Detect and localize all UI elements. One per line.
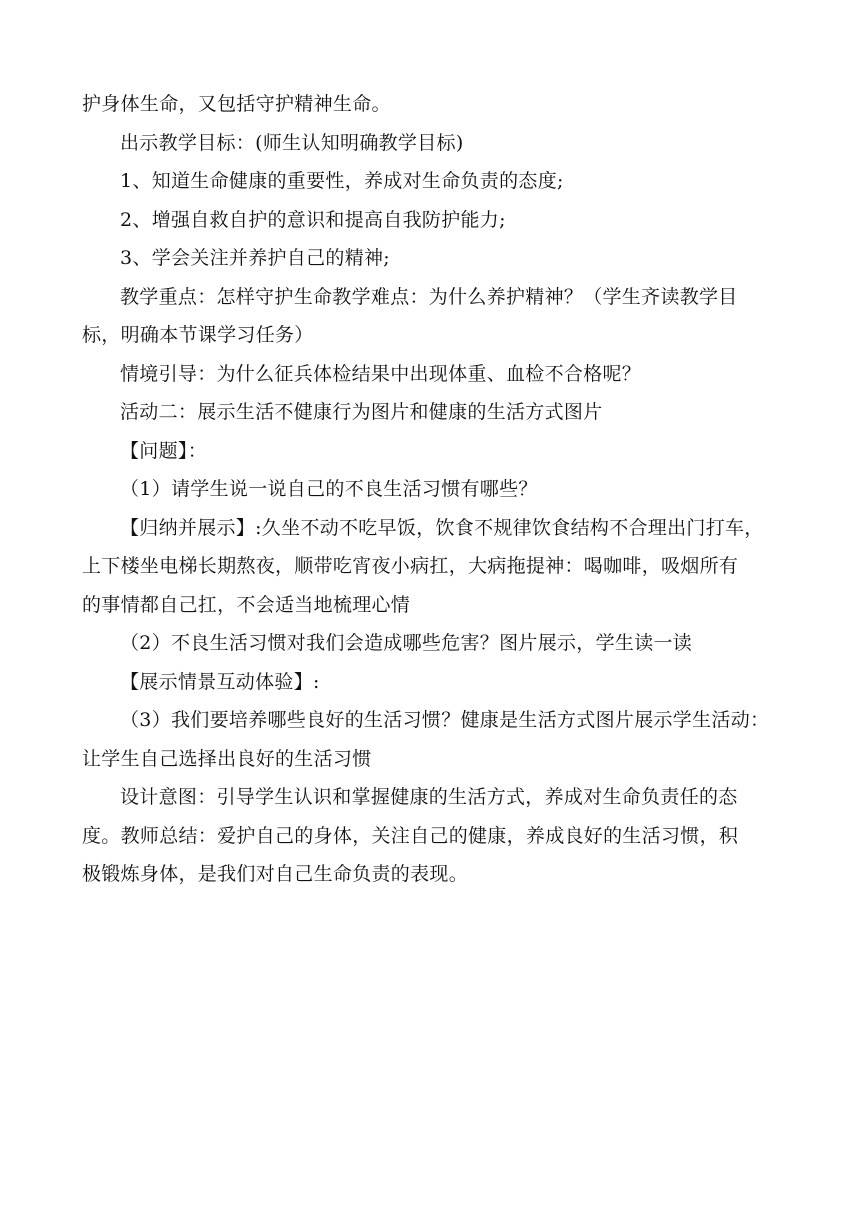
paragraph-teaching-goals-heading [82, 124, 792, 163]
text-line: 1、知道生命健康的重要性，养成对生命负责的态度; [120, 170, 564, 192]
text-line: （3）我们要培养哪些良好的生活习惯？健康是生活方式图片展示学生活动： [120, 709, 770, 731]
text-line: （1）请学生说一说自己的不良生活习惯有哪些？ [120, 478, 538, 500]
paragraph-activity-two [82, 393, 792, 432]
text-line: 极锻炼身体，是我们对自己生命负责的表现。 [82, 863, 469, 885]
paragraph-key-points [82, 278, 792, 355]
paragraph-summary-display [82, 509, 792, 625]
text-line: 【展示情景互动体验】: [120, 670, 320, 693]
text-line: 度。教师总结：爱护自己的身体，关注自己的健康，养成良好的生活习惯，积 [82, 824, 739, 847]
paragraph-continuation [82, 85, 792, 124]
paragraph-design-intent [82, 778, 792, 894]
document-body [82, 85, 792, 894]
text-line: 3、学会关注并养护自己的精神; [120, 247, 390, 269]
paragraph-question-1 [82, 470, 792, 509]
text-line: 教学重点：怎样守护生命教学难点：为什么养护精神？（学生齐读教学目 [120, 285, 738, 308]
text-line: 2、增强自救自护的意识和提高自我防护能力; [120, 208, 506, 231]
text-line: 标，明确本节课学习任务） [82, 324, 314, 346]
text-line: 让学生自己选择出良好的生活习惯 [82, 747, 372, 770]
paragraph-goal-2 [82, 201, 792, 240]
text-line: 出示教学目标：(师生认知明确教学目标) [120, 131, 464, 154]
text-line: 【问题】： [120, 439, 208, 462]
text-line: 护身体生命，又包括守护精神生命。 [82, 93, 391, 115]
text-line: 上下楼坐电梯长期熬夜，顺带吃宵夜小病扛，大病拖提神：喝咖啡，吸烟所有 [82, 555, 739, 577]
text-line: 情境引导：为什么征兵体检结果中出现体重、血检不合格呢？ [120, 362, 642, 385]
text-line: 设计意图：引导学生认识和掌握健康的生活方式，养成对生命负责任的态 [120, 786, 738, 808]
text-line: 【归纳并展示】:久坐不动不吃早饭，饮食不规律饮食结构不合理出门打车， [120, 516, 764, 539]
paragraph-goal-3 [82, 239, 792, 278]
text-line: （2）不良生活习惯对我们会造成哪些危害？图片展示，学生读一读 [120, 632, 693, 654]
paragraph-question-heading [82, 432, 792, 471]
text-line: 活动二：展示生活不健康行为图片和健康的生活方式图片 [120, 401, 603, 423]
paragraph-interactive-experience [82, 663, 792, 702]
paragraph-question-2 [82, 624, 792, 663]
paragraph-goal-1 [82, 162, 792, 201]
paragraph-scenario-intro [82, 355, 792, 394]
text-line: 的事情都自己扛，不会适当地梳理心情 [82, 593, 411, 616]
paragraph-question-3 [82, 701, 792, 778]
